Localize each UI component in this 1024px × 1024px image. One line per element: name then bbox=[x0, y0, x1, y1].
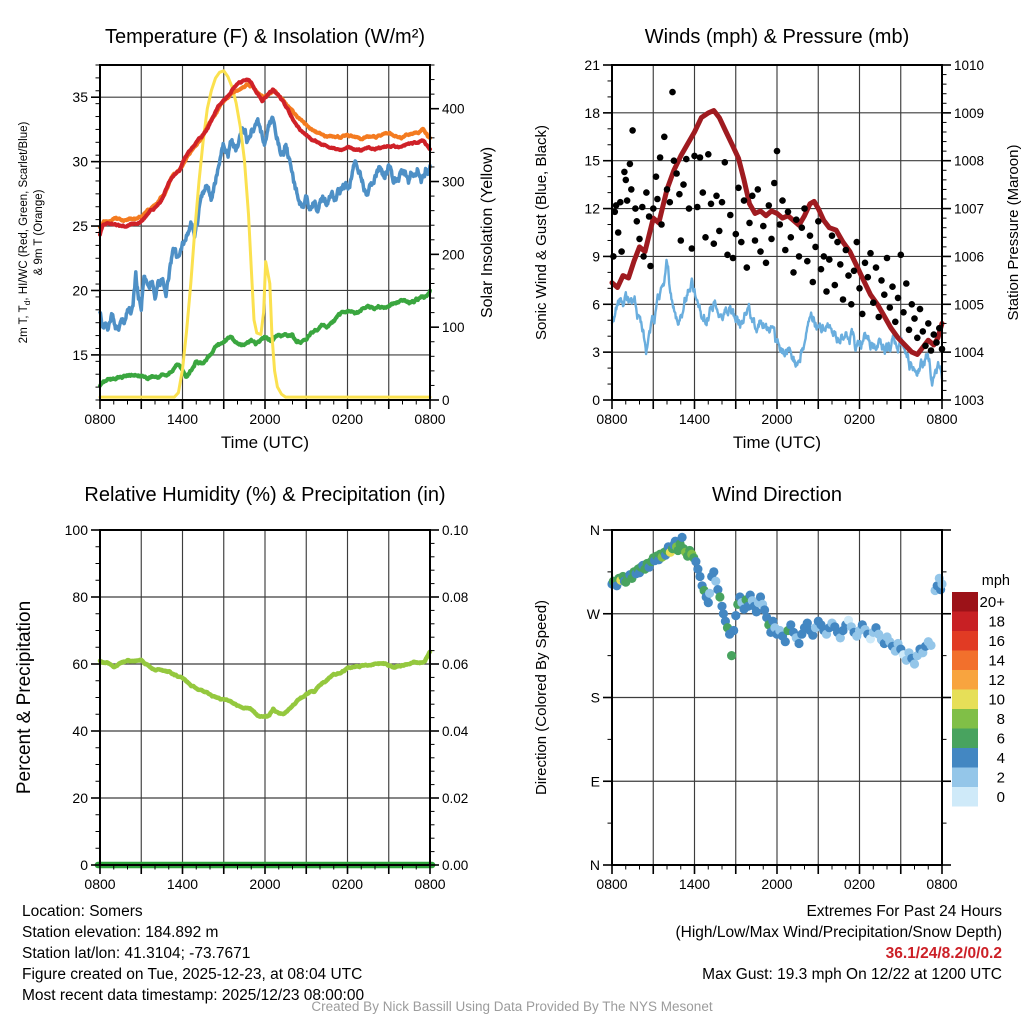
svg-text:1400: 1400 bbox=[166, 876, 199, 892]
svg-text:1400: 1400 bbox=[166, 411, 199, 427]
svg-text:1007: 1007 bbox=[954, 201, 985, 217]
wind-direction-panel bbox=[512, 452, 1024, 904]
extremes-block bbox=[676, 901, 1003, 985]
svg-text:40: 40 bbox=[72, 723, 88, 739]
station-info bbox=[22, 901, 364, 1006]
svg-text:20+: 20+ bbox=[979, 593, 1005, 611]
temperature-insolation-panel bbox=[0, 0, 512, 452]
svg-text:W: W bbox=[586, 605, 600, 622]
svg-text:Direction (Colored By Speed): Direction (Colored By Speed) bbox=[533, 599, 550, 796]
svg-text:& 9m T (Orange): & 9m T (Orange) bbox=[33, 189, 45, 276]
svg-text:0800: 0800 bbox=[84, 411, 116, 427]
wind-direction-title: Wind Direction bbox=[711, 484, 843, 506]
svg-text:18: 18 bbox=[988, 613, 1005, 631]
svg-text:0.00: 0.00 bbox=[442, 858, 469, 873]
svg-text:N: N bbox=[589, 857, 600, 873]
credit-line: Created By Nick Bassill Using Data Provided By The NYS Mesonet bbox=[311, 999, 713, 1014]
svg-text:20: 20 bbox=[72, 790, 88, 806]
svg-text:1008: 1008 bbox=[954, 153, 985, 169]
svg-text:1400: 1400 bbox=[678, 876, 711, 892]
svg-text:100: 100 bbox=[442, 320, 465, 336]
svg-text:0200: 0200 bbox=[843, 876, 876, 892]
max-gust: Max Gust: 19.3 mph On 12/22 at 1200 UTC bbox=[702, 966, 1002, 983]
humidity-precipitation-panel bbox=[0, 452, 512, 904]
svg-text:0800: 0800 bbox=[926, 411, 958, 427]
svg-text:0: 0 bbox=[80, 857, 88, 873]
svg-text:S: S bbox=[590, 689, 600, 706]
winds-pressure-title: Winds (mph) & Pressure (mb) bbox=[644, 26, 910, 48]
figure-created: Figure created on Tue, 2025-12-23, at 08:04 UTC bbox=[22, 966, 363, 983]
svg-text:0800: 0800 bbox=[596, 411, 628, 427]
speed-colorbar bbox=[952, 573, 1010, 807]
svg-text:60: 60 bbox=[72, 656, 88, 672]
humidity-precipitation-plot bbox=[0, 452, 512, 904]
svg-text:4: 4 bbox=[996, 749, 1005, 767]
svg-text:3: 3 bbox=[592, 344, 600, 361]
svg-text:9: 9 bbox=[592, 248, 600, 265]
svg-text:0.08: 0.08 bbox=[442, 590, 469, 605]
svg-text:35: 35 bbox=[72, 89, 88, 106]
svg-text:1009: 1009 bbox=[954, 105, 985, 121]
station-elevation: Station elevation: 184.892 m bbox=[22, 924, 219, 941]
svg-text:2000: 2000 bbox=[249, 411, 281, 427]
svg-text:1006: 1006 bbox=[954, 249, 985, 265]
svg-text:25: 25 bbox=[72, 218, 88, 235]
svg-text:80: 80 bbox=[72, 589, 88, 605]
svg-text:0800: 0800 bbox=[926, 876, 958, 892]
svg-text:mph: mph bbox=[981, 573, 1010, 589]
svg-text:0.04: 0.04 bbox=[442, 724, 469, 739]
svg-text:Sonic Wind & Gust (Blue, Black: Sonic Wind & Gust (Blue, Black) bbox=[533, 124, 550, 341]
svg-text:12: 12 bbox=[988, 671, 1005, 689]
svg-text:0200: 0200 bbox=[843, 411, 876, 427]
svg-text:0: 0 bbox=[442, 393, 450, 408]
svg-text:21: 21 bbox=[584, 57, 600, 73]
svg-text:14: 14 bbox=[988, 652, 1005, 670]
winds-pressure-plot bbox=[512, 0, 1024, 452]
svg-text:15: 15 bbox=[584, 152, 600, 169]
svg-text:0800: 0800 bbox=[414, 876, 446, 892]
svg-text:18: 18 bbox=[584, 104, 600, 121]
svg-text:0800: 0800 bbox=[414, 411, 446, 427]
svg-text:0: 0 bbox=[592, 392, 600, 408]
svg-text:N: N bbox=[589, 522, 600, 538]
svg-text:2000: 2000 bbox=[761, 411, 793, 427]
gridlines bbox=[100, 65, 430, 400]
gridlines bbox=[612, 65, 942, 400]
svg-text:2: 2 bbox=[996, 769, 1005, 787]
svg-text:20: 20 bbox=[72, 282, 88, 299]
extremes-values: 36.1/24/8.2/0/0.2 bbox=[885, 945, 1002, 962]
station-latlon: Station lat/lon: 41.3104; -73.7671 bbox=[22, 945, 251, 962]
winds-pressure-panel bbox=[512, 0, 1024, 452]
svg-text:1400: 1400 bbox=[678, 411, 711, 427]
svg-text:Solar Insolation (Yellow): Solar Insolation (Yellow) bbox=[479, 146, 496, 319]
svg-text:0200: 0200 bbox=[331, 411, 364, 427]
svg-text:1005: 1005 bbox=[954, 297, 985, 313]
svg-text:0800: 0800 bbox=[596, 876, 628, 892]
data-timestamp: Most recent data timestamp: 2025/12/23 08:00:00 bbox=[22, 987, 365, 1004]
svg-text:0800: 0800 bbox=[84, 876, 116, 892]
svg-text:8: 8 bbox=[996, 710, 1005, 728]
extremes-title: Extremes For Past 24 Hours bbox=[806, 903, 1002, 920]
svg-text:1004: 1004 bbox=[954, 345, 985, 361]
svg-text:0.06: 0.06 bbox=[442, 657, 469, 672]
svg-text:1010: 1010 bbox=[954, 58, 985, 73]
extremes-subtitle: (High/Low/Max Wind/Precipitation/Snow Depth) bbox=[675, 924, 1002, 941]
svg-text:0.02: 0.02 bbox=[442, 791, 469, 806]
svg-text:0: 0 bbox=[996, 788, 1005, 806]
wind-direction-plot bbox=[512, 452, 1024, 904]
svg-text:2m T, Td, HI/WC (Red, Green, S: 2m T, $T_d$, HI/WC (Red, Green, Scarlet/Blue) bbox=[18, 121, 32, 344]
gridlines bbox=[100, 530, 430, 865]
svg-text:16: 16 bbox=[988, 632, 1005, 650]
axis-labels bbox=[533, 522, 958, 892]
temperature-insolation-title: Temperature (F) & Insolation (W/m²) bbox=[104, 26, 426, 48]
svg-text:200: 200 bbox=[442, 247, 465, 263]
svg-text:15: 15 bbox=[72, 346, 88, 363]
svg-text:Station Pressure (Maroon): Station Pressure (Maroon) bbox=[1005, 144, 1022, 321]
station-location: Location: Somers bbox=[22, 903, 143, 920]
svg-text:6: 6 bbox=[592, 296, 600, 313]
svg-text:6: 6 bbox=[996, 730, 1005, 748]
svg-text:Time (UTC): Time (UTC) bbox=[220, 433, 310, 452]
svg-text:Time (UTC): Time (UTC) bbox=[732, 433, 822, 452]
svg-text:10: 10 bbox=[988, 691, 1005, 709]
gridlines bbox=[612, 530, 942, 865]
svg-text:2000: 2000 bbox=[249, 876, 281, 892]
svg-text:1003: 1003 bbox=[954, 393, 985, 408]
svg-text:Percent & Precipitation: Percent & Precipitation bbox=[14, 600, 35, 795]
svg-text:E: E bbox=[590, 773, 600, 790]
temperature-insolation-plot bbox=[0, 0, 512, 452]
svg-text:0200: 0200 bbox=[331, 876, 364, 892]
svg-text:30: 30 bbox=[72, 153, 88, 170]
svg-text:400: 400 bbox=[442, 101, 465, 117]
svg-text:100: 100 bbox=[64, 522, 88, 538]
svg-text:12: 12 bbox=[584, 200, 600, 217]
svg-text:0.10: 0.10 bbox=[442, 523, 469, 538]
humidity-precipitation-title: Relative Humidity (%) & Precipitation (in) bbox=[84, 484, 446, 506]
svg-text:2000: 2000 bbox=[761, 876, 793, 892]
svg-text:300: 300 bbox=[442, 174, 465, 190]
